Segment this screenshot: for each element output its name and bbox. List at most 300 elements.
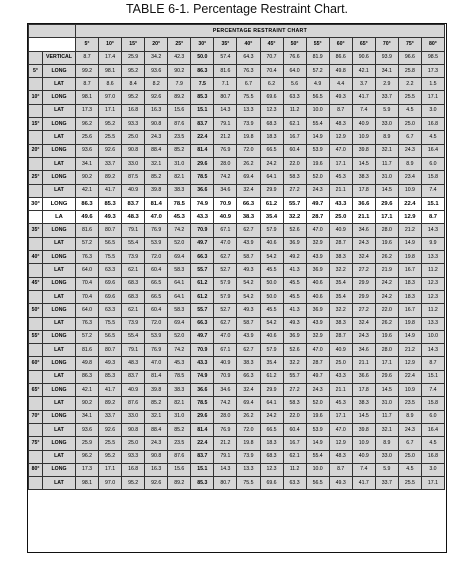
table-cell: 43.3 [191,211,214,224]
table-cell: 5.9 [375,104,398,117]
table-cell: 24.2 [375,277,398,290]
table-cell: 74.9 [191,197,214,210]
table-cell: 8.4 [122,78,145,91]
row-type-label: LAT [43,450,76,463]
table-row [29,104,445,117]
table-cell: 33.0 [122,410,145,423]
angle-label: 50° [29,304,43,317]
table-cell: 17.3 [76,463,99,476]
table-cell: 8.2 [145,78,168,91]
table-cell: 19.6 [375,237,398,250]
table-cell: 17.1 [421,477,444,490]
table-cell: 55.7 [191,264,214,277]
table-cell: 11.2 [421,304,444,317]
table-cell: 45.5 [260,304,283,317]
table-cell: 96.2 [76,450,99,463]
table-cell: 63.3 [283,91,306,104]
table-cell: 67.1 [214,344,237,357]
table-cell: 90.2 [168,64,191,77]
table-cell: 53.9 [306,423,329,436]
row-type-label: LAT [43,184,76,197]
table-cell: 60.4 [283,423,306,436]
table-cell: 57.9 [260,224,283,237]
table-cell: 22.4 [398,370,421,383]
table-cell: 24.3 [352,330,375,343]
table-row [29,224,445,237]
column-header: 80° [421,38,444,51]
table-cell: 68.3 [260,118,283,131]
angle-label: 75° [29,437,43,450]
table-cell: 24.3 [398,423,421,436]
table-cell: 98.1 [76,477,99,490]
table-cell: 69.4 [168,251,191,264]
table-cell: 45.3 [329,171,352,184]
table-cell: 62.1 [122,264,145,277]
table-cell: 49.7 [306,197,329,210]
table-cell: 63.3 [99,264,122,277]
table-caption: TABLE 6-1. Percentage Restraint Chart. [125,2,349,16]
table-row [29,64,445,77]
table-cell: 47.0 [214,237,237,250]
table-cell: 78.5 [168,370,191,383]
table-cell: 39.8 [352,423,375,436]
table-cell: 92.6 [99,144,122,157]
table-cell: 79.1 [214,450,237,463]
table-cell: 8.7 [76,51,99,64]
table-cell: 76.9 [145,344,168,357]
table-cell: 47.0 [145,211,168,224]
table-cell: 56.5 [99,237,122,250]
table-cell: 82.1 [168,397,191,410]
table-cell: 72.0 [237,423,260,436]
table-row [29,384,445,397]
table-cell: 95.2 [122,64,145,77]
table-cell: 86.3 [191,64,214,77]
column-header: 55° [306,38,329,51]
table-cell: 14.5 [352,410,375,423]
table-cell: 25.0 [398,450,421,463]
table-cell: 55.4 [122,330,145,343]
table-row [29,51,445,64]
row-type-label: LONG [43,357,76,370]
table-cell: 31.0 [168,410,191,423]
table-cell: 22.4 [191,437,214,450]
row-type-label: LONG [43,410,76,423]
row-type-label: VERTICAL [43,51,76,64]
angle-label: 70° [29,410,43,423]
table-cell: 67.1 [214,224,237,237]
table-cell: 21.1 [329,184,352,197]
row-type-label: LAT [43,344,76,357]
table-cell: 85.3 [191,91,214,104]
table-cell: 21.2 [214,131,237,144]
table-cell: 24.3 [145,437,168,450]
table-cell: 85.2 [168,423,191,436]
table-cell: 49.8 [329,64,352,77]
table-cell: 12.3 [421,290,444,303]
chart-title: PERCENTAGE RESTRAINT CHART [76,25,445,38]
table-cell: 32.2 [329,304,352,317]
table-cell: 32.9 [306,237,329,250]
row-type-label: LAT [43,423,76,436]
table-cell: 90.8 [145,118,168,131]
table-cell: 73.9 [237,450,260,463]
table-cell: 45.5 [283,290,306,303]
table-cell: 69.4 [168,317,191,330]
table-cell: 25.5 [398,477,421,490]
table-cell: 60.4 [145,304,168,317]
angle-label [29,344,43,357]
angle-label [29,450,43,463]
table-cell: 39.8 [145,184,168,197]
table-cell: 10.9 [352,131,375,144]
table-cell: 35.4 [260,357,283,370]
table-cell: 50.0 [191,51,214,64]
table-cell: 10.9 [352,437,375,450]
table-cell: 43.3 [191,357,214,370]
table-cell: 98.5 [421,51,444,64]
table-cell: 19.6 [375,330,398,343]
table-cell: 17.3 [421,64,444,77]
table-cell: 92.6 [99,423,122,436]
table-cell: 96.6 [398,51,421,64]
table-cell: 17.4 [99,51,122,64]
table-cell: 58.3 [283,171,306,184]
table-cell: 69.4 [237,171,260,184]
row-type-label: LAT [43,370,76,383]
table-cell: 62.7 [214,317,237,330]
row-type-label: LONG [43,463,76,476]
row-type-label: LONG [43,171,76,184]
table-cell: 12.9 [398,211,421,224]
table-cell: 74.2 [214,397,237,410]
table-cell: 62.1 [122,304,145,317]
table-cell: 53.9 [306,144,329,157]
table-cell: 14.9 [306,437,329,450]
table-cell: 66.5 [145,290,168,303]
table-cell: 78.5 [168,197,191,210]
column-header-row [29,38,445,51]
table-cell: 93.3 [122,450,145,463]
table-row [29,251,445,264]
table-cell: 50.0 [260,290,283,303]
table-cell: 75.5 [237,477,260,490]
angle-label: 40° [29,251,43,264]
table-row [29,237,445,250]
table-cell: 45.3 [329,397,352,410]
table-cell: 49.2 [283,251,306,264]
table-cell: 60.4 [145,264,168,277]
table-cell: 43.9 [237,237,260,250]
table-cell: 7.4 [352,463,375,476]
table-cell: 74.9 [191,370,214,383]
table-cell: 54.2 [237,290,260,303]
table-cell: 88.4 [145,423,168,436]
table-cell: 32.4 [352,251,375,264]
table-cell: 8.7 [76,78,99,91]
row-type-label: LONG [43,437,76,450]
table-cell: 32.1 [375,423,398,436]
table-cell: 55.4 [122,237,145,250]
table-row [29,463,445,476]
table-cell: 61.2 [260,197,283,210]
table-row [29,131,445,144]
table-cell: 4.5 [398,104,421,117]
angle-label: 55° [29,330,43,343]
table-cell: 40.9 [329,224,352,237]
table-row [29,171,445,184]
table-cell: 28.0 [375,344,398,357]
column-header: 60° [329,38,352,51]
column-header: 30° [191,38,214,51]
table-cell: 62.7 [237,224,260,237]
row-type-label: LAT [43,264,76,277]
row-type-label: LONG [43,224,76,237]
table-row [29,290,445,303]
table-cell: 22.0 [375,304,398,317]
table-cell: 41.3 [283,264,306,277]
table-cell: 15.1 [191,463,214,476]
table-cell: 34.6 [352,224,375,237]
table-cell: 16.8 [421,450,444,463]
table-cell: 92.6 [145,477,168,490]
row-type-label: LONG [43,64,76,77]
table-cell: 41.7 [352,91,375,104]
table-cell: 56.5 [306,477,329,490]
table-cell: 25.0 [122,437,145,450]
table-cell: 81.6 [76,344,99,357]
table-cell: 40.9 [329,344,352,357]
table-row [29,450,445,463]
table-cell: 4.9 [306,78,329,91]
table-cell: 17.1 [375,211,398,224]
angle-label [29,370,43,383]
table-cell: 54.2 [237,277,260,290]
table-cell: 58.7 [237,317,260,330]
table-cell: 55.7 [283,370,306,383]
table-cell: 73.9 [122,251,145,264]
row-type-label: LONG [43,197,76,210]
table-cell: 56.5 [99,330,122,343]
table-cell: 33.7 [99,157,122,170]
table-cell: 25.6 [76,131,99,144]
table-row [29,144,445,157]
table-cell: 76.6 [283,51,306,64]
table-cell: 11.2 [283,104,306,117]
table-cell: 32.1 [375,144,398,157]
table-cell: 7.4 [421,384,444,397]
table-cell: 34.1 [76,410,99,423]
table-cell: 76.9 [214,144,237,157]
table-cell: 55.4 [306,450,329,463]
table-cell: 10.9 [398,184,421,197]
table-cell: 32.4 [352,317,375,330]
table-cell: 74.2 [168,344,191,357]
angle-label [29,397,43,410]
table-cell: 15.1 [421,197,444,210]
table-cell: 15.6 [168,463,191,476]
table-cell: 8.9 [375,131,398,144]
angle-label [29,78,43,91]
table-cell: 48.3 [122,357,145,370]
table-cell: 34.2 [145,51,168,64]
row-type-label: LONG [43,304,76,317]
table-cell: 52.6 [283,344,306,357]
table-cell: 57.9 [214,277,237,290]
table-cell: 40.6 [260,330,283,343]
table-cell: 53.9 [145,237,168,250]
table-cell: 54.2 [260,317,283,330]
table-cell: 39.8 [145,384,168,397]
table-cell: 28.0 [214,157,237,170]
table-row [29,477,445,490]
table-cell: 62.1 [283,118,306,131]
table-cell: 6.2 [260,78,283,91]
table-cell: 81.6 [76,224,99,237]
table-cell: 62.1 [283,450,306,463]
table-cell: 55.4 [306,118,329,131]
angle-label [29,51,43,64]
table-row [29,410,445,423]
table-cell: 73.9 [122,317,145,330]
table-cell: 33.0 [375,450,398,463]
table-cell: 36.9 [283,330,306,343]
table-cell: 15.8 [421,171,444,184]
table-cell: 75.5 [99,251,122,264]
table-cell: 12.3 [421,277,444,290]
table-cell: 95.2 [122,91,145,104]
table-cell: 49.7 [306,370,329,383]
table-cell: 57.9 [260,344,283,357]
table-cell: 42.3 [168,51,191,64]
table-row [29,211,445,224]
table-cell: 85.2 [145,397,168,410]
table-cell: 49.3 [99,211,122,224]
table-cell: 27.2 [352,264,375,277]
table-cell: 25.0 [122,131,145,144]
row-type-label: LAT [43,477,76,490]
table-cell: 17.1 [375,357,398,370]
row-type-label: LAT [43,78,76,91]
table-cell: 19.8 [237,437,260,450]
table-cell: 40.6 [306,277,329,290]
table-row [29,197,445,210]
table-cell: 35.4 [329,277,352,290]
table-cell: 17.1 [329,410,352,423]
table-cell: 49.3 [99,357,122,370]
table-cell: 8.7 [329,104,352,117]
table-cell: 7.4 [352,104,375,117]
table-cell: 32.2 [329,264,352,277]
table-cell: 22.4 [398,197,421,210]
angle-label: 30° [29,197,43,210]
table-cell: 4.5 [421,437,444,450]
table-cell: 95.2 [99,450,122,463]
table-cell: 8.9 [375,437,398,450]
table-cell: 70.4 [260,64,283,77]
table-cell: 66.5 [145,277,168,290]
angle-label: 10° [29,91,43,104]
table-cell: 49.3 [329,477,352,490]
angle-label [29,264,43,277]
table-cell: 89.2 [99,171,122,184]
table-cell: 32.2 [283,211,306,224]
table-cell: 16.4 [421,144,444,157]
table-cell: 45.3 [168,211,191,224]
table-cell: 58.3 [283,397,306,410]
table-cell: 54.2 [260,251,283,264]
table-cell: 40.9 [214,211,237,224]
table-cell: 83.7 [191,450,214,463]
table-cell: 34.1 [76,157,99,170]
table-cell: 81.4 [145,197,168,210]
row-type-label: LAT [43,131,76,144]
table-cell: 21.1 [329,384,352,397]
table-row [29,91,445,104]
row-type-label: LONG [43,91,76,104]
table-cell: 6.7 [398,131,421,144]
table-cell: 16.7 [398,264,421,277]
table-cell: 49.3 [283,317,306,330]
table-cell: 57.2 [306,64,329,77]
table-cell: 17.1 [421,91,444,104]
column-header: 35° [214,38,237,51]
table-cell: 27.2 [352,304,375,317]
table-cell: 55.7 [283,197,306,210]
table-body [29,51,445,490]
table-cell: 14.3 [214,104,237,117]
table-cell: 8.9 [398,410,421,423]
angle-label: 65° [29,384,43,397]
restraint-table-frame [27,23,447,553]
corner-cell [29,25,76,38]
table-cell: 83.7 [122,197,145,210]
table-cell: 32.2 [283,357,306,370]
table-cell: 19.8 [237,131,260,144]
table-cell: 80.7 [214,91,237,104]
table-cell: 90.8 [122,423,145,436]
table-cell: 18.3 [398,277,421,290]
table-cell: 85.2 [145,171,168,184]
table-cell: 52.7 [214,304,237,317]
table-cell: 28.0 [375,224,398,237]
table-cell: 66.3 [191,251,214,264]
table-cell: 38.3 [237,357,260,370]
table-cell: 25.9 [76,437,99,450]
table-cell: 79.1 [122,344,145,357]
angle-label: 35° [29,224,43,237]
table-cell: 72.0 [145,251,168,264]
table-cell: 93.9 [375,51,398,64]
table-cell: 13.3 [237,463,260,476]
table-cell: 6.7 [237,78,260,91]
table-cell: 38.3 [237,211,260,224]
table-cell: 81.6 [214,64,237,77]
table-cell: 52.0 [168,330,191,343]
table-cell: 10.0 [306,104,329,117]
table-cell: 70.9 [214,197,237,210]
table-cell: 62.7 [214,251,237,264]
table-cell: 28.7 [329,237,352,250]
table-cell: 13.3 [237,104,260,117]
table-cell: 87.6 [168,118,191,131]
table-cell: 25.0 [329,211,352,224]
table-cell: 61.2 [191,290,214,303]
table-cell: 26.2 [237,410,260,423]
table-cell: 8.7 [421,211,444,224]
table-cell: 7.9 [168,78,191,91]
table-cell: 69.4 [237,397,260,410]
